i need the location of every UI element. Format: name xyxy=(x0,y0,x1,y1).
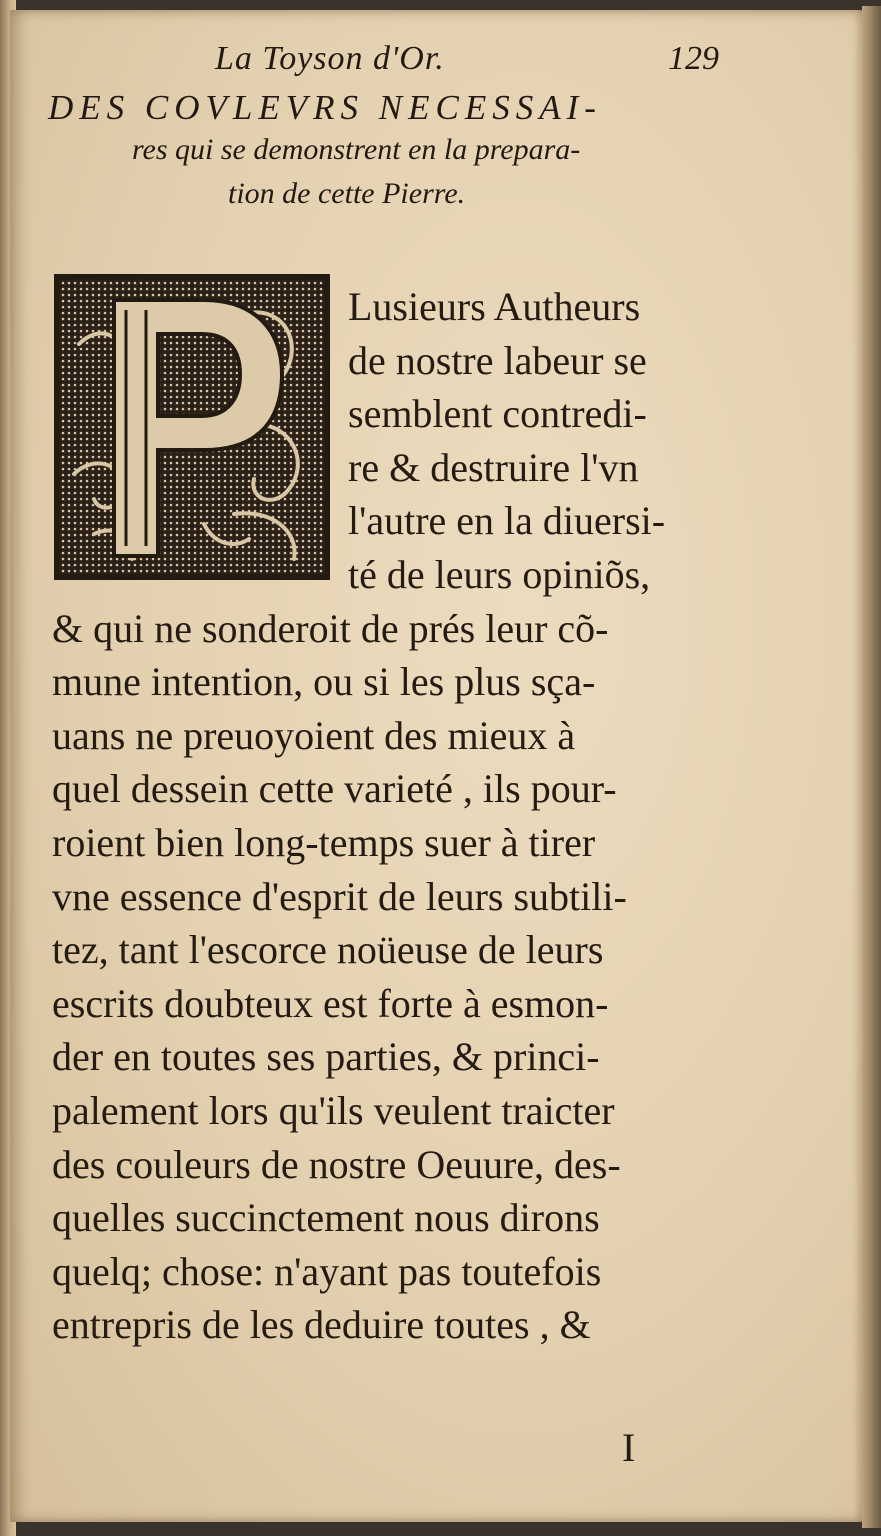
text-line: mune intention, ou si les plus sça- xyxy=(52,659,596,705)
text-line: & qui ne sonderoit de prés leur cõ- xyxy=(52,605,609,651)
page-edge-shadow xyxy=(862,6,881,1528)
text-line: vne essence d'esprit de leurs subtili- xyxy=(52,873,627,919)
text-line: quelq; chose: n'ayant pas toutefois xyxy=(52,1248,602,1294)
text-line: tez, tant l'escorce noüeuse de leurs xyxy=(52,927,604,973)
text-line: palement lors qu'ils veulent traicter xyxy=(52,1087,615,1133)
text-line: uans ne preuoyoient des mieux à xyxy=(52,712,576,758)
text-line: escrits doubteux est forte à esmon- xyxy=(52,980,609,1026)
text-line: re & destruire l'vn xyxy=(348,444,639,490)
text-line: quelles succinctement nous dirons xyxy=(52,1195,600,1241)
chapter-heading-line: res qui se demonstrent en la prepara- xyxy=(132,133,581,166)
running-title: La Toyson d'Or. xyxy=(215,40,445,77)
chapter-heading-line: tion de cette Pierre. xyxy=(228,177,466,210)
text-line: entrepris de les deduire toutes , & xyxy=(52,1302,591,1348)
body-paragraph xyxy=(52,280,752,1352)
text-line: quel dessein cette varieté , ils pour- xyxy=(52,766,617,812)
chapter-heading xyxy=(48,88,768,216)
page-number: 129 xyxy=(668,40,719,77)
text-line: der en toutes ses parties, & princi- xyxy=(52,1034,600,1080)
text-line: Lusieurs Autheurs xyxy=(348,284,641,329)
text-line: roient bien long-temps suer à tirer xyxy=(52,819,596,865)
signature-mark: I xyxy=(622,1425,636,1470)
text-line: l'autre en la diuersi- xyxy=(348,498,666,544)
chapter-heading-line: DES COVLEVRS NECESSAI- xyxy=(48,88,602,127)
text-line: de nostre labeur se xyxy=(348,337,647,383)
text-line: té de leurs opiniõs, xyxy=(348,551,651,597)
text-line: semblent contredi- xyxy=(348,391,647,437)
text-line: des couleurs de nostre Oeuure, des- xyxy=(52,1141,621,1187)
